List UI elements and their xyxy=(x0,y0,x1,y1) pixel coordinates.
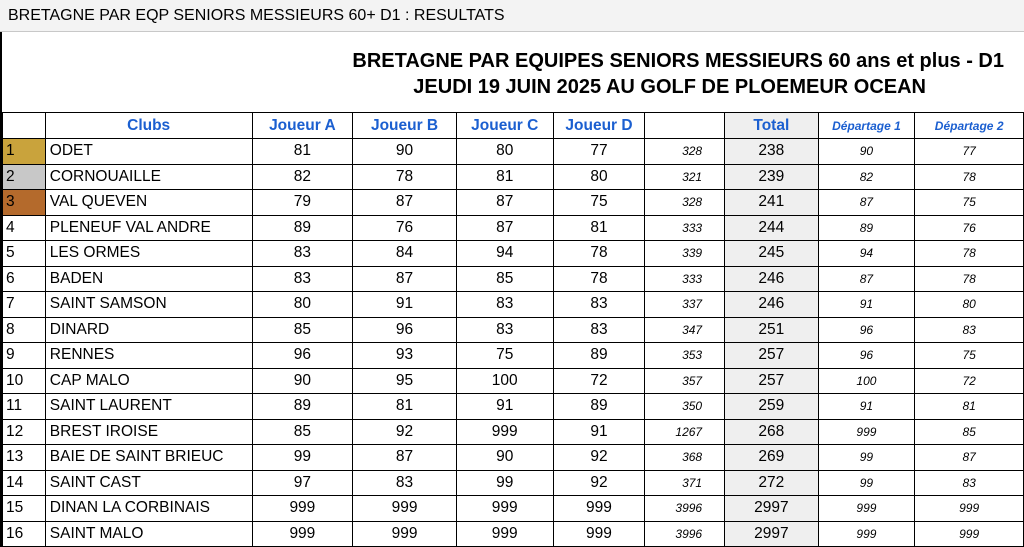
departage-1: 91 xyxy=(818,394,915,420)
joueur-b-score: 81 xyxy=(353,394,457,420)
joueur-c-score: 999 xyxy=(456,496,553,522)
departage-1: 89 xyxy=(818,215,915,241)
joueur-a-score: 79 xyxy=(252,190,353,216)
joueur-c-score: 90 xyxy=(456,445,553,471)
joueur-d-score: 92 xyxy=(553,470,645,496)
club-name: CORNOUAILLE xyxy=(45,164,252,190)
rank-cell: 4 xyxy=(3,215,46,241)
rank-cell: 5 xyxy=(3,241,46,267)
joueur-b-score: 999 xyxy=(353,521,457,547)
joueur-a-score: 83 xyxy=(252,241,353,267)
joueur-b-score: 93 xyxy=(353,343,457,369)
count-cell: 357 xyxy=(645,368,725,394)
count-cell: 337 xyxy=(645,292,725,318)
club-name: ODET xyxy=(45,139,252,165)
count-cell: 328 xyxy=(645,190,725,216)
header-count xyxy=(645,113,725,139)
joueur-c-score: 83 xyxy=(456,317,553,343)
club-name: BREST IROISE xyxy=(45,419,252,445)
departage-2: 85 xyxy=(915,419,1024,445)
joueur-d-score: 83 xyxy=(553,317,645,343)
departage-2: 72 xyxy=(915,368,1024,394)
departage-2: 999 xyxy=(915,496,1024,522)
total-score: 251 xyxy=(725,317,818,343)
total-score: 2997 xyxy=(725,521,818,547)
joueur-c-score: 75 xyxy=(456,343,553,369)
total-score: 2997 xyxy=(725,496,818,522)
joueur-d-score: 77 xyxy=(553,139,645,165)
departage-1: 100 xyxy=(818,368,915,394)
joueur-d-score: 75 xyxy=(553,190,645,216)
sheet-tab-title: BRETAGNE PAR EQP SENIORS MESSIEURS 60+ D1 : RESULTATS xyxy=(8,7,505,24)
rank-cell: 6 xyxy=(3,266,46,292)
total-score: 257 xyxy=(725,343,818,369)
header-total: Total xyxy=(725,113,818,139)
table-row xyxy=(3,343,1024,369)
joueur-b-score: 78 xyxy=(353,164,457,190)
count-cell: 1267 xyxy=(645,419,725,445)
departage-2: 75 xyxy=(915,190,1024,216)
departage-1: 999 xyxy=(818,419,915,445)
table-row xyxy=(3,215,1024,241)
joueur-c-score: 80 xyxy=(456,139,553,165)
joueur-b-score: 83 xyxy=(353,470,457,496)
rank-cell: 12 xyxy=(3,419,46,445)
header-departage-1: Départage 1 xyxy=(818,113,915,139)
rank-cell: 8 xyxy=(3,317,46,343)
departage-2: 80 xyxy=(915,292,1024,318)
joueur-c-score: 999 xyxy=(456,521,553,547)
joueur-c-score: 87 xyxy=(456,190,553,216)
joueur-d-score: 80 xyxy=(553,164,645,190)
total-score: 246 xyxy=(725,266,818,292)
joueur-b-score: 87 xyxy=(353,266,457,292)
joueur-b-score: 95 xyxy=(353,368,457,394)
joueur-a-score: 83 xyxy=(252,266,353,292)
departage-1: 99 xyxy=(818,470,915,496)
joueur-b-score: 90 xyxy=(353,139,457,165)
total-score: 259 xyxy=(725,394,818,420)
count-cell: 339 xyxy=(645,241,725,267)
departage-2: 83 xyxy=(915,317,1024,343)
total-score: 257 xyxy=(725,368,818,394)
departage-1: 999 xyxy=(818,521,915,547)
joueur-d-score: 91 xyxy=(553,419,645,445)
rank-cell: 2 xyxy=(3,164,46,190)
count-cell: 350 xyxy=(645,394,725,420)
joueur-d-score: 999 xyxy=(553,521,645,547)
joueur-b-score: 999 xyxy=(353,496,457,522)
joueur-b-score: 87 xyxy=(353,190,457,216)
joueur-a-score: 80 xyxy=(252,292,353,318)
count-cell: 347 xyxy=(645,317,725,343)
rank-cell: 7 xyxy=(3,292,46,318)
total-score: 272 xyxy=(725,470,818,496)
rank-cell: 11 xyxy=(3,394,46,420)
departage-1: 82 xyxy=(818,164,915,190)
departage-1: 999 xyxy=(818,496,915,522)
joueur-c-score: 81 xyxy=(456,164,553,190)
club-name: VAL QUEVEN xyxy=(45,190,252,216)
header-joueur-b: Joueur B xyxy=(353,113,457,139)
joueur-a-score: 85 xyxy=(252,317,353,343)
total-score: 241 xyxy=(725,190,818,216)
page-subtitle: JEUDI 19 JUIN 2025 AU GOLF DE PLOEMEUR OCEAN xyxy=(413,76,926,98)
rank-cell: 14 xyxy=(3,470,46,496)
joueur-a-score: 96 xyxy=(252,343,353,369)
joueur-d-score: 81 xyxy=(553,215,645,241)
joueur-a-score: 90 xyxy=(252,368,353,394)
table-row xyxy=(3,292,1024,318)
joueur-b-score: 84 xyxy=(353,241,457,267)
header-rank xyxy=(3,113,46,139)
joueur-d-score: 78 xyxy=(553,266,645,292)
rank-cell: 15 xyxy=(3,496,46,522)
table-row xyxy=(3,241,1024,267)
departage-2: 78 xyxy=(915,164,1024,190)
count-cell: 3996 xyxy=(645,521,725,547)
rank-cell: 10 xyxy=(3,368,46,394)
table-row xyxy=(3,394,1024,420)
table-row xyxy=(3,139,1024,165)
departage-1: 94 xyxy=(818,241,915,267)
club-name: SAINT SAMSON xyxy=(45,292,252,318)
club-name: DINAN LA CORBINAIS xyxy=(45,496,252,522)
joueur-c-score: 83 xyxy=(456,292,553,318)
table-row xyxy=(3,496,1024,522)
table-row xyxy=(3,445,1024,471)
joueur-a-score: 999 xyxy=(252,521,353,547)
club-name: SAINT CAST xyxy=(45,470,252,496)
departage-1: 99 xyxy=(818,445,915,471)
header-joueur-a: Joueur A xyxy=(252,113,353,139)
table-row xyxy=(3,266,1024,292)
header-joueur-c: Joueur C xyxy=(456,113,553,139)
joueur-b-score: 76 xyxy=(353,215,457,241)
departage-1: 96 xyxy=(818,317,915,343)
departage-2: 81 xyxy=(915,394,1024,420)
departage-2: 78 xyxy=(915,241,1024,267)
rank-cell: 16 xyxy=(3,521,46,547)
departage-2: 75 xyxy=(915,343,1024,369)
departage-2: 87 xyxy=(915,445,1024,471)
count-cell: 371 xyxy=(645,470,725,496)
club-name: PLENEUF VAL ANDRE xyxy=(45,215,252,241)
joueur-d-score: 78 xyxy=(553,241,645,267)
club-name: RENNES xyxy=(45,343,252,369)
joueur-b-score: 96 xyxy=(353,317,457,343)
table-row xyxy=(3,190,1024,216)
count-cell: 333 xyxy=(645,215,725,241)
joueur-c-score: 91 xyxy=(456,394,553,420)
rank-cell: 3 xyxy=(3,190,46,216)
table-row xyxy=(3,368,1024,394)
total-score: 245 xyxy=(725,241,818,267)
departage-1: 87 xyxy=(818,266,915,292)
departage-1: 87 xyxy=(818,190,915,216)
table-row xyxy=(3,521,1024,547)
count-cell: 321 xyxy=(645,164,725,190)
results-table xyxy=(2,112,1024,547)
departage-2: 999 xyxy=(915,521,1024,547)
table-row xyxy=(3,470,1024,496)
joueur-d-score: 999 xyxy=(553,496,645,522)
joueur-d-score: 89 xyxy=(553,394,645,420)
joueur-d-score: 89 xyxy=(553,343,645,369)
club-name: BADEN xyxy=(45,266,252,292)
rank-cell: 9 xyxy=(3,343,46,369)
departage-2: 77 xyxy=(915,139,1024,165)
club-name: SAINT MALO xyxy=(45,521,252,547)
joueur-a-score: 82 xyxy=(252,164,353,190)
joueur-d-score: 72 xyxy=(553,368,645,394)
joueur-a-score: 97 xyxy=(252,470,353,496)
count-cell: 3996 xyxy=(645,496,725,522)
departage-2: 78 xyxy=(915,266,1024,292)
joueur-a-score: 999 xyxy=(252,496,353,522)
joueur-d-score: 92 xyxy=(553,445,645,471)
total-score: 268 xyxy=(725,419,818,445)
table-row xyxy=(3,164,1024,190)
count-cell: 353 xyxy=(645,343,725,369)
joueur-a-score: 89 xyxy=(252,394,353,420)
count-cell: 368 xyxy=(645,445,725,471)
total-score: 244 xyxy=(725,215,818,241)
joueur-a-score: 99 xyxy=(252,445,353,471)
table-row xyxy=(3,317,1024,343)
departage-2: 76 xyxy=(915,215,1024,241)
header-departage-2: Départage 2 xyxy=(915,113,1024,139)
joueur-b-score: 91 xyxy=(353,292,457,318)
table-header-row xyxy=(3,113,1024,139)
results-sheet xyxy=(0,32,1024,547)
club-name: LES ORMES xyxy=(45,241,252,267)
table-row xyxy=(3,419,1024,445)
departage-1: 96 xyxy=(818,343,915,369)
joueur-a-score: 81 xyxy=(252,139,353,165)
page-title: BRETAGNE PAR EQUIPES SENIORS MESSIEURS 60 ans et plus - D1 xyxy=(352,50,1004,72)
joueur-a-score: 89 xyxy=(252,215,353,241)
header-clubs: Clubs xyxy=(45,113,252,139)
joueur-c-score: 85 xyxy=(456,266,553,292)
rank-cell: 1 xyxy=(3,139,46,165)
joueur-b-score: 87 xyxy=(353,445,457,471)
total-score: 246 xyxy=(725,292,818,318)
club-name: CAP MALO xyxy=(45,368,252,394)
rank-cell: 13 xyxy=(3,445,46,471)
joueur-c-score: 99 xyxy=(456,470,553,496)
club-name: DINARD xyxy=(45,317,252,343)
joueur-b-score: 92 xyxy=(353,419,457,445)
joueur-c-score: 94 xyxy=(456,241,553,267)
club-name: BAIE DE SAINT BRIEUC xyxy=(45,445,252,471)
joueur-d-score: 83 xyxy=(553,292,645,318)
joueur-c-score: 999 xyxy=(456,419,553,445)
departage-1: 91 xyxy=(818,292,915,318)
departage-1: 90 xyxy=(818,139,915,165)
joueur-c-score: 87 xyxy=(456,215,553,241)
count-cell: 333 xyxy=(645,266,725,292)
sheet-tab-bar xyxy=(0,0,1024,32)
total-score: 238 xyxy=(725,139,818,165)
club-name: SAINT LAURENT xyxy=(45,394,252,420)
joueur-c-score: 100 xyxy=(456,368,553,394)
departage-2: 83 xyxy=(915,470,1024,496)
joueur-a-score: 85 xyxy=(252,419,353,445)
count-cell: 328 xyxy=(645,139,725,165)
header-joueur-d: Joueur D xyxy=(553,113,645,139)
total-score: 269 xyxy=(725,445,818,471)
total-score: 239 xyxy=(725,164,818,190)
